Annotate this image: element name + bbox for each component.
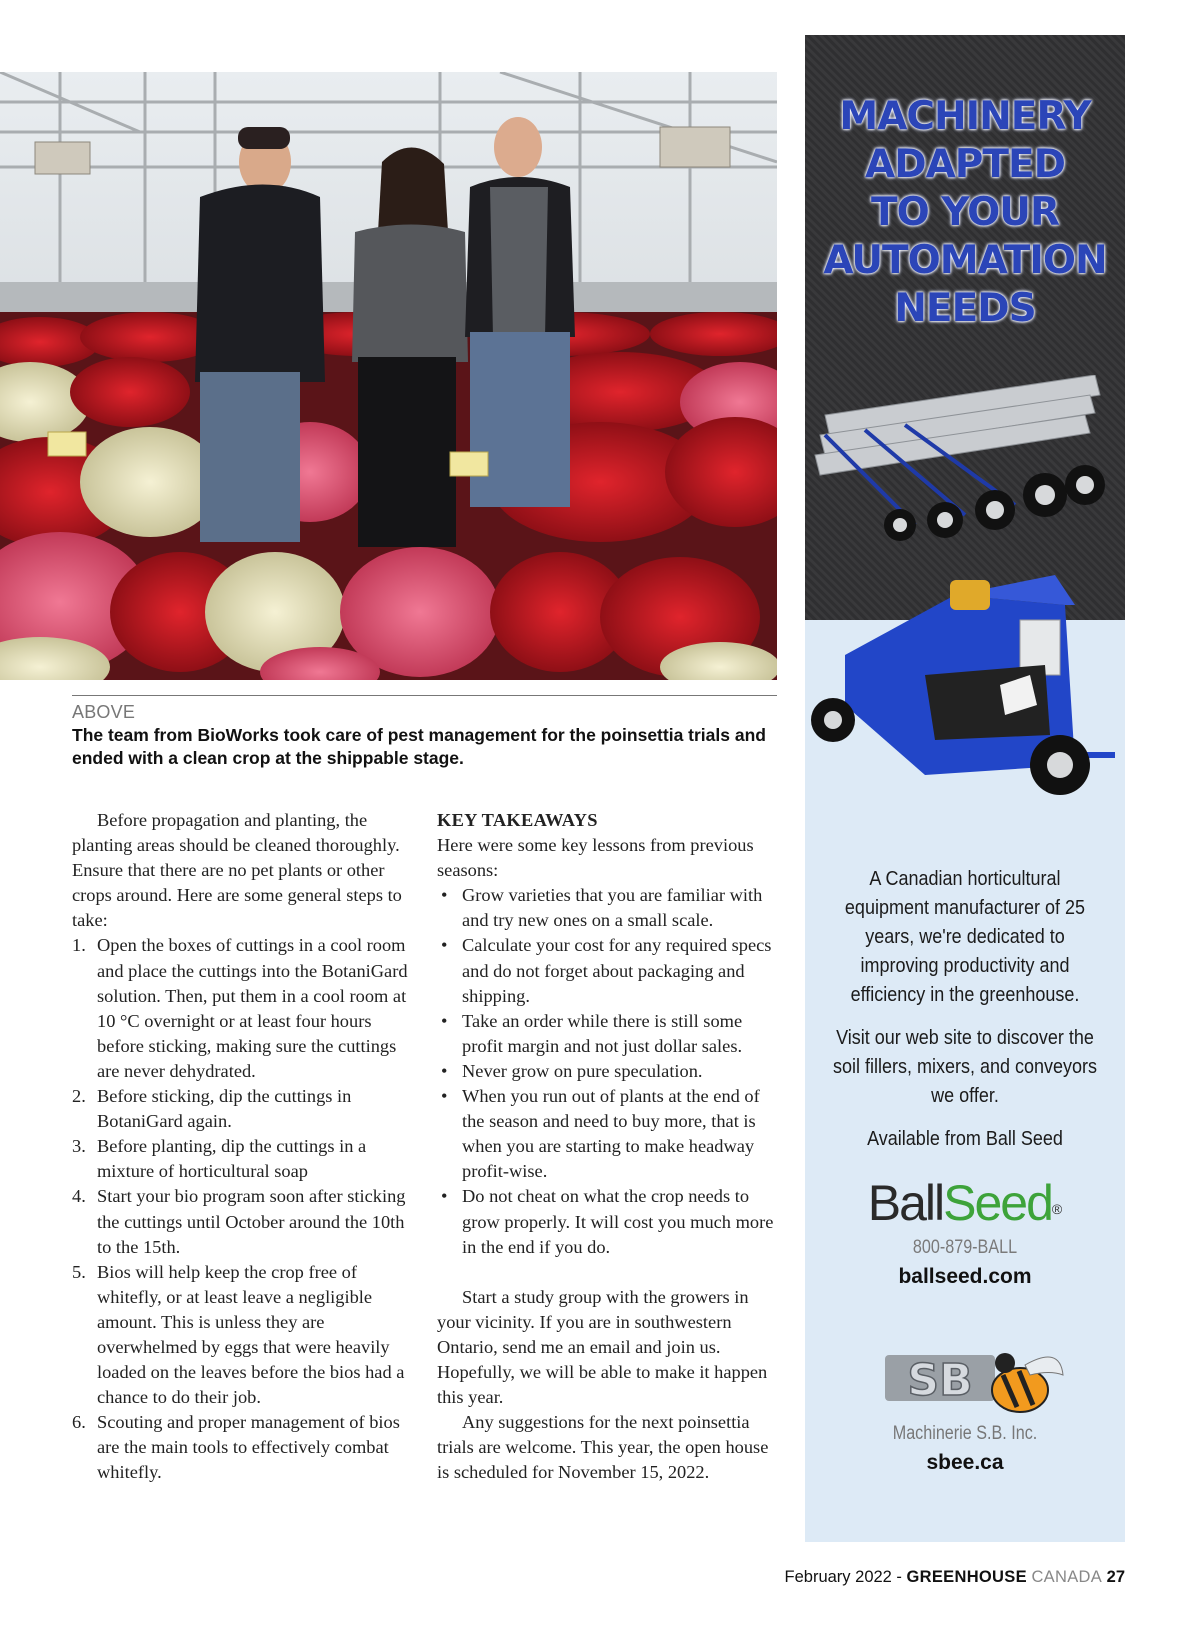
ad-headline-line: MACHINERY [839, 94, 1091, 139]
ad-headline-line: NEEDS [894, 286, 1036, 331]
list-item-text: Take an order while there is still some profit margin and not just dollar sales. [462, 1010, 743, 1056]
ad-copy-paragraph: A Canadian horticultural equipment manufacturer of 25 years, we're dedicated to improving productivity and efficiency in the greenhouse. [844, 868, 1086, 1006]
list-item-text: Start your bio program soon after sticking the cuttings until October around the 10th to the 15th. [97, 1186, 406, 1257]
sb-company-name: Machinerie S.B. Inc. [892, 1423, 1038, 1444]
list-number: 4. [72, 1186, 86, 1207]
ad-headline [805, 93, 1125, 333]
list-number: 6. [72, 1412, 86, 1433]
list-item-text: Calculate your cost for any required specs and do not forget about packaging and shipping. [462, 935, 772, 1006]
caption-rule [72, 695, 777, 696]
steps-list [72, 933, 412, 1485]
list-number: 5. [72, 1261, 86, 1282]
list-item: • When you run out of plants at the end of the season and need to buy more, that is when you are starting to make headway profit-wise. [441, 1086, 760, 1182]
list-item-text: Do not cheat on what the crop needs to grow properly. It will cost you much more in the end if you do. [462, 1186, 774, 1257]
list-item-text: Grow varieties that you are familiar with and try new ones on a small scale. [462, 885, 763, 931]
greenhouse-photo [0, 72, 777, 680]
study-group-paragraph: Start a study group with the growers in your vicinity. If you are in southwestern Ontario, send me an email and join us. Hopefully, we will be able to make it happen this year. [437, 1286, 768, 1408]
list-item: • Never grow on pure speculation. [441, 1060, 703, 1081]
list-item-text: When you run out of plants at the end of the season and need to buy more, that is when you are starting to make headway profit-wise. [462, 1086, 760, 1182]
list-item [72, 1184, 412, 1259]
footer-date: February 2022 - [784, 1568, 907, 1586]
conveyor-and-filler-image [805, 375, 1125, 855]
list-item: • Do not cheat on what the crop needs to grow properly. It will cost you much more in the end if you do. [441, 1186, 774, 1257]
sb-bee-logo [885, 1345, 1065, 1435]
caption-kicker: ABOVE [72, 702, 136, 722]
ad-copy-paragraph: Visit our web site to discover the soil fillers, mixers, and conveyors we offer. [832, 1027, 1098, 1107]
list-number: 1. [72, 935, 86, 956]
greenhouse-team-image [0, 72, 777, 680]
machinery-advertisement [805, 35, 1125, 1542]
footer-brand: GREENHOUSE [906, 1568, 1027, 1586]
list-item [72, 1260, 412, 1411]
ballseed-phone: 800-879-BALL [912, 1237, 1018, 1258]
list-item: • Take an order while there is still some profit margin and not just dollar sales. [441, 1010, 743, 1056]
key-takeaways-heading: KEY TAKEAWAYS [437, 810, 598, 830]
ballseed-url-link[interactable]: ballseed.com [898, 1265, 1032, 1288]
sb-url-link[interactable]: sbee.ca [926, 1451, 1004, 1474]
intro-paragraph: Before propagation and planting, the planting areas should be cleaned thoroughly. Ensure that there are no pet plants or other crops around. Here are some general steps to take: [72, 810, 402, 931]
svg-text:SB: SB [907, 1355, 973, 1406]
ad-availability: Available from Ball Seed [867, 1128, 1063, 1150]
photo-caption: The team from BioWorks took care of pest management for the poinsettia trials and ended with a clean crop at the shippable stage. [72, 725, 766, 768]
list-item-text: Before sticking, dip the cuttings in BotaniGard again. [97, 1086, 352, 1132]
key-takeaways-intro: Here were some key lessons from previous seasons: [437, 835, 754, 881]
list-item-text: Open the boxes of cuttings in a cool room and place the cuttings into the BotaniGard solution. Then, put them in a cool room at 10 °C overnight or at least four hours before sticking, making sure the cuttings are never dehydrated. [97, 935, 408, 1081]
list-item: • Grow varieties that you are familiar with and try new ones on a small scale. [441, 885, 763, 931]
list-item-text: Bios will help keep the crop free of whitefly, or at least leave a negligible amount. This is unless they are overwhelmed by eggs that were heavily loaded on the leaves before the bios had a chance to do their job. [97, 1261, 405, 1408]
list-item: • Calculate your cost for any required specs and do not forget about packaging and shipping. [441, 935, 772, 1006]
suggestions-paragraph: Any suggestions for the next poinsettia trials are welcome. This year, the open house is scheduled for November 15, 2022. [437, 1412, 769, 1483]
list-item-text: Before planting, dip the cuttings in a mixture of horticultural soap [97, 1136, 367, 1182]
article-left-column [72, 808, 412, 1486]
ad-copy [830, 865, 1100, 1168]
list-item [72, 1084, 412, 1134]
list-item-text: Scouting and proper management of bios are the main tools to effectively combat whitefly. [97, 1412, 400, 1483]
machinery-image [805, 375, 1125, 855]
article-right-column [437, 808, 777, 1485]
ad-headline-line: ADAPTED [865, 142, 1065, 187]
list-item [72, 1134, 412, 1184]
list-item [72, 933, 412, 1084]
page-number: 27 [1106, 1568, 1125, 1586]
ad-headline-line: TO YOUR [870, 190, 1060, 235]
page-footer [785, 1568, 1125, 1587]
footer-brand-suffix: CANADA [1031, 1568, 1103, 1586]
list-number: 2. [72, 1086, 86, 1107]
ad-headline-line: AUTOMATION [823, 238, 1107, 283]
list-item-text: Never grow on pure speculation. [462, 1060, 703, 1081]
list-number: 3. [72, 1136, 86, 1157]
ballseed-logo: BallSeed® [867, 1175, 1063, 1231]
takeaways-list [437, 883, 777, 1259]
list-item [72, 1410, 412, 1485]
